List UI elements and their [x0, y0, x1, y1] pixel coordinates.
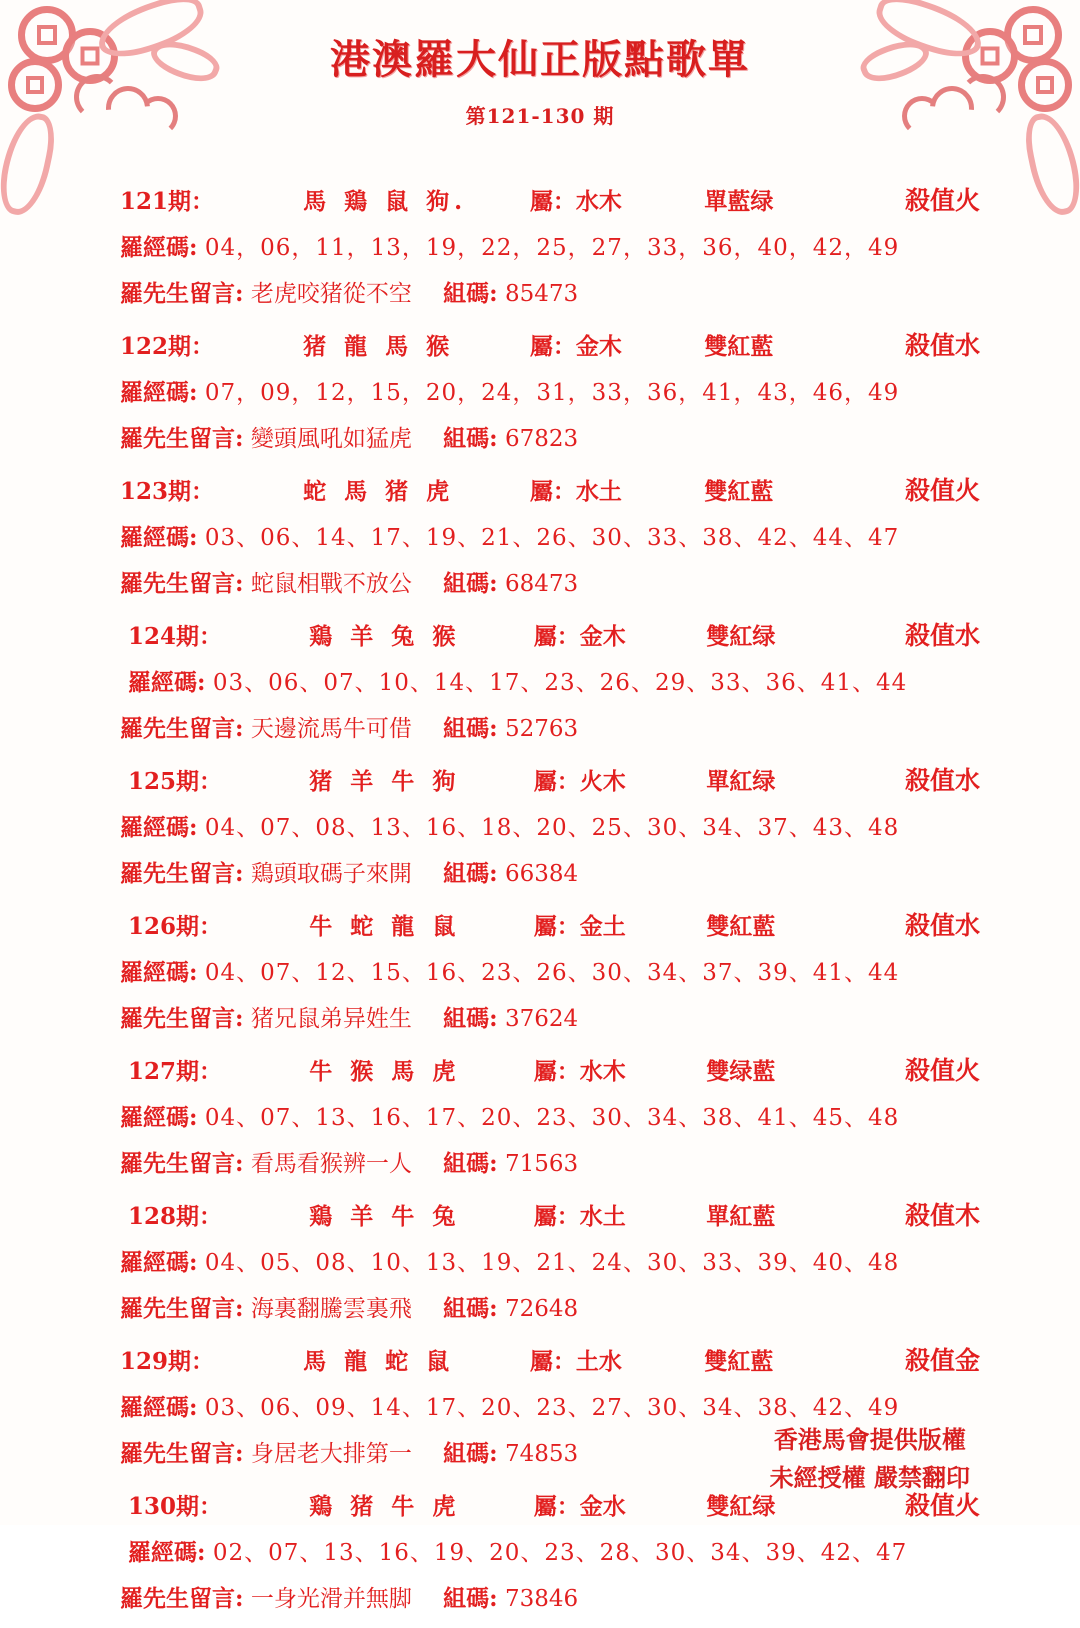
codes-values: 04、07、12、15、16、23、26、30、34、37、39、41、44: [204, 960, 900, 986]
codes-values: 07，09，12，15，20，24，31，33，36，41，43，46，49: [204, 380, 900, 406]
entry-message-row: [120, 271, 980, 317]
entry-kill: 殺值水: [904, 766, 980, 795]
codes-label: 羅經碼:: [120, 234, 198, 261]
list-item: [120, 468, 980, 607]
list-item: [120, 1483, 980, 1622]
entry-message-row: [120, 416, 980, 462]
entry-kill: 殺值木: [904, 1201, 980, 1230]
page-subtitle: 第121-130 期: [465, 104, 615, 128]
codes-values: 04、07、13、16、17、20、23、30、34、38、41、45、48: [204, 1105, 900, 1131]
entry-zodiacs: 鶏 羊 兔 猴: [309, 623, 461, 650]
message-text: 鶏頭取碼子來開: [250, 861, 412, 887]
message-label: 羅先生留言:: [120, 1150, 244, 1177]
entry-message-row: [120, 706, 980, 752]
entry-period: 130期：: [128, 1493, 223, 1520]
entry-message-row: [120, 996, 980, 1042]
codes-label: 羅經碼:: [120, 1249, 198, 1276]
entry-codes-row: [120, 660, 980, 706]
entry-period: 126期：: [128, 913, 223, 940]
message-text: 天邊流馬牛可借: [250, 716, 412, 742]
copyright-line-1: 香港馬會提供版權: [773, 1425, 966, 1454]
entry-zodiacs: 猪 龍 馬 猴: [303, 333, 455, 360]
message-label: 羅先生留言:: [120, 1005, 244, 1032]
entry-message-row: [120, 1141, 980, 1187]
entry-header: [120, 178, 980, 225]
message-label: 羅先生留言:: [120, 1440, 244, 1467]
entry-kill: 殺值火: [904, 476, 980, 505]
entry-zodiacs: 馬 龍 蛇 鼠: [303, 1348, 455, 1375]
list-item: [120, 903, 980, 1042]
message-label: 羅先生留言:: [120, 715, 244, 742]
entry-period: 127期：: [128, 1058, 223, 1085]
entry-header: [120, 903, 980, 950]
entry-message-row: [120, 1286, 980, 1332]
entry-combo: 雙紅藍: [704, 478, 774, 505]
group-label: 組碼:: [443, 425, 498, 452]
entry-kill: 殺值火: [904, 1056, 980, 1085]
entry-zodiacs: 牛 蛇 龍 鼠: [309, 913, 461, 940]
list-item: [120, 758, 980, 897]
entry-zodiacs: 牛 猴 馬 虎: [309, 1058, 461, 1085]
codes-values: 04，06，11，13，19，22，25，27，33，36，40，42，49: [204, 235, 900, 261]
codes-values: 03、06、09、14、17、20、23、27、30、34、38、42、49: [204, 1395, 900, 1421]
message-text: 一身光滑并無脚: [250, 1586, 412, 1612]
codes-label: 羅經碼:: [120, 814, 198, 841]
entry-attribute: 屬：金木: [529, 333, 622, 360]
entry-list: [120, 178, 980, 1628]
group-label: 組碼:: [443, 1005, 498, 1032]
entry-header: [120, 758, 980, 805]
group-value: 74853: [504, 1441, 579, 1467]
entry-period: 128期：: [128, 1203, 223, 1230]
list-item: [120, 323, 980, 462]
entry-combo: 雙紅藍: [706, 913, 776, 940]
group-value: 85473: [504, 281, 579, 307]
group-label: 組碼:: [443, 1585, 498, 1612]
entry-period: 121期：: [120, 188, 215, 215]
message-label: 羅先生留言:: [120, 570, 244, 597]
entry-attribute: 屬：水木: [533, 1058, 626, 1085]
entry-period: 122期：: [120, 333, 215, 360]
entry-message-row: [120, 851, 980, 897]
group-value: 67823: [504, 426, 579, 452]
group-label: 組碼:: [443, 280, 498, 307]
entry-header: [120, 1338, 980, 1385]
group-value: 37624: [504, 1006, 579, 1032]
entry-attribute: 屬：水木: [529, 188, 622, 215]
entry-combo: 雙绿藍: [706, 1058, 776, 1085]
codes-label: 羅經碼:: [120, 524, 198, 551]
message-text: 猪兄鼠弟异姓生: [250, 1006, 412, 1032]
codes-values: 03、06、07、10、14、17、23、26、29、33、36、41、44: [212, 670, 908, 696]
entry-period: 125期：: [128, 768, 223, 795]
entry-header: [120, 468, 980, 515]
list-item: [120, 613, 980, 752]
entry-message-row: [120, 1576, 980, 1622]
group-label: 組碼:: [443, 1150, 498, 1177]
message-text: 身居老大排第一: [250, 1441, 412, 1467]
entry-codes-row: [120, 515, 980, 561]
entry-combo: 雙紅绿: [706, 1493, 776, 1520]
codes-label: 羅經碼:: [128, 1539, 206, 1566]
entry-header: [120, 1193, 980, 1240]
entry-period: 123期：: [120, 478, 215, 505]
entry-header: [120, 1048, 980, 1095]
message-label: 羅先生留言:: [120, 425, 244, 452]
entry-combo: 單紅藍: [706, 1203, 776, 1230]
list-item: [120, 1048, 980, 1187]
message-label: 羅先生留言:: [120, 280, 244, 307]
codes-label: 羅經碼:: [128, 669, 206, 696]
entry-header: [120, 323, 980, 370]
message-label: 羅先生留言:: [120, 860, 244, 887]
entry-combo: 單藍绿: [704, 188, 774, 215]
entry-zodiacs: 馬 鶏 鼠 狗.: [303, 188, 468, 215]
entry-combo: 單紅绿: [706, 768, 776, 795]
codes-label: 羅經碼:: [120, 959, 198, 986]
entry-attribute: 屬：金木: [533, 623, 626, 650]
entry-codes-row: [120, 1530, 980, 1576]
codes-label: 羅經碼:: [120, 1104, 198, 1131]
message-text: 蛇鼠相戰不放公: [250, 571, 412, 597]
codes-label: 羅經碼:: [120, 1394, 198, 1421]
entry-attribute: 屬：火木: [533, 768, 626, 795]
entry-period: 124期：: [128, 623, 223, 650]
group-value: 68473: [504, 571, 579, 597]
corner-ornament-left-icon: [0, 0, 210, 170]
group-label: 組碼:: [443, 860, 498, 887]
list-item: [120, 178, 980, 317]
entry-kill: 殺值金: [904, 1346, 980, 1375]
entry-kill: 殺值水: [904, 331, 980, 360]
entry-message-row: [120, 561, 980, 607]
entry-kill: 殺值水: [904, 911, 980, 940]
codes-values: 04、05、08、10、13、19、21、24、30、33、39、40、48: [204, 1250, 900, 1276]
list-item: [120, 1193, 980, 1332]
entry-codes-row: [120, 950, 980, 996]
entry-attribute: 屬：水土: [533, 1203, 626, 1230]
message-text: 老虎咬猪從不空: [250, 281, 412, 307]
entry-attribute: 屬：金水: [533, 1493, 626, 1520]
copyright-notice: [770, 1421, 970, 1497]
entry-codes-row: [120, 805, 980, 851]
entry-attribute: 屬：土水: [529, 1348, 622, 1375]
group-value: 52763: [504, 716, 579, 742]
entry-period: 129期：: [120, 1348, 215, 1375]
codes-values: 03、06、14、17、19、21、26、30、33、38、42、44、47: [204, 525, 900, 551]
codes-values: 04、07、08、13、16、18、20、25、30、34、37、43、48: [204, 815, 900, 841]
entry-codes-row: [120, 225, 980, 271]
group-label: 組碼:: [443, 715, 498, 742]
entry-zodiacs: 鶏 猪 牛 虎: [309, 1493, 461, 1520]
group-label: 組碼:: [443, 570, 498, 597]
entry-codes-row: [120, 1095, 980, 1141]
message-text: 海裏翻騰雲裏飛: [250, 1296, 412, 1322]
entry-header: [120, 613, 980, 660]
entry-kill: 殺值火: [904, 1491, 980, 1520]
entry-codes-row: [120, 370, 980, 416]
group-label: 組碼:: [443, 1295, 498, 1322]
group-value: 71563: [504, 1151, 579, 1177]
entry-zodiacs: 蛇 馬 猪 虎: [303, 478, 455, 505]
entry-kill: 殺值火: [904, 186, 980, 215]
message-text: 看馬看猴辨一人: [250, 1151, 412, 1177]
group-label: 組碼:: [443, 1440, 498, 1467]
entry-combo: 雙紅藍: [704, 1348, 774, 1375]
copyright-line-2: 未經授權 嚴禁翻印: [769, 1463, 970, 1492]
message-label: 羅先生留言:: [120, 1295, 244, 1322]
entry-combo: 雙紅绿: [706, 623, 776, 650]
entry-attribute: 屬：水土: [529, 478, 622, 505]
message-label: 羅先生留言:: [120, 1585, 244, 1612]
page-title: 港澳羅大仙正版點歌單: [330, 36, 750, 83]
entry-zodiacs: 鶏 羊 牛 兔: [309, 1203, 461, 1230]
entry-codes-row: [120, 1240, 980, 1286]
entry-zodiacs: 猪 羊 牛 狗: [309, 768, 461, 795]
entry-attribute: 屬：金土: [533, 913, 626, 940]
entry-combo: 雙紅藍: [704, 333, 774, 360]
group-value: 73846: [504, 1586, 579, 1612]
entry-kill: 殺值水: [904, 621, 980, 650]
group-value: 72648: [504, 1296, 579, 1322]
corner-ornament-right-icon: [870, 0, 1080, 170]
group-value: 66384: [504, 861, 579, 887]
message-text: 變頭風吼如猛虎: [250, 426, 412, 452]
codes-label: 羅經碼:: [120, 379, 198, 406]
codes-values: 02、07、13、16、19、20、23、28、30、34、39、42、47: [212, 1540, 908, 1566]
